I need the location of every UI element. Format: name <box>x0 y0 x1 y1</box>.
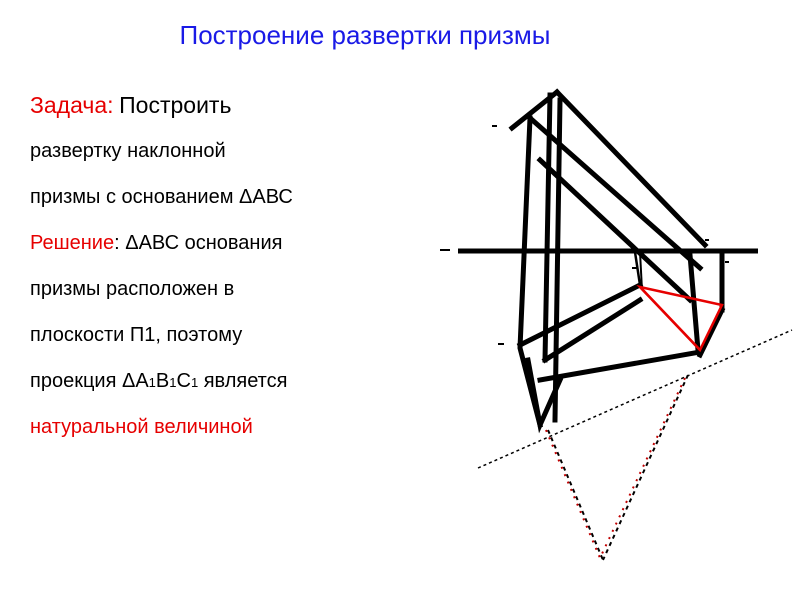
dashed-red-left <box>546 430 600 558</box>
bottom-edge-2 <box>540 352 700 380</box>
solution-text-4d: является <box>198 370 288 392</box>
dashed-red-right <box>600 378 685 558</box>
solution-line-5: натуральной величиной <box>30 416 253 438</box>
subscript-1: 1 <box>148 375 156 390</box>
dashed-black-left <box>548 430 603 560</box>
solution-text-4b: В <box>155 370 170 392</box>
task-text-1: Построить <box>119 92 232 118</box>
dashed-black-right <box>603 375 688 560</box>
right-edge-3 <box>700 310 722 355</box>
task-label: Задача: <box>30 92 114 118</box>
subscript-2: 1 <box>169 375 177 390</box>
solution-text-4c: С <box>176 370 191 392</box>
edge-front-b <box>555 100 560 420</box>
task-line-2: развертку наклонной <box>30 140 226 162</box>
solution-text-4a: проекция ΔА <box>30 370 149 392</box>
top-edge-2 <box>557 92 705 245</box>
subscript-3: 1 <box>190 375 199 390</box>
solution-label: Решение <box>30 232 115 254</box>
task-line-3: призмы с основанием ΔАВС <box>30 186 293 208</box>
solution-line-3: плоскости П1, поэтому <box>30 324 243 346</box>
right-edge-1 <box>690 255 698 350</box>
trace-line <box>478 330 792 468</box>
solution-text-1: ΔАВС основания <box>119 232 283 254</box>
solution-line-2: призмы расположен в <box>30 278 235 300</box>
inner-edge-2 <box>540 160 690 300</box>
solution-colon: : <box>114 232 120 254</box>
slide-title: Построение развертки призмы <box>179 20 551 50</box>
